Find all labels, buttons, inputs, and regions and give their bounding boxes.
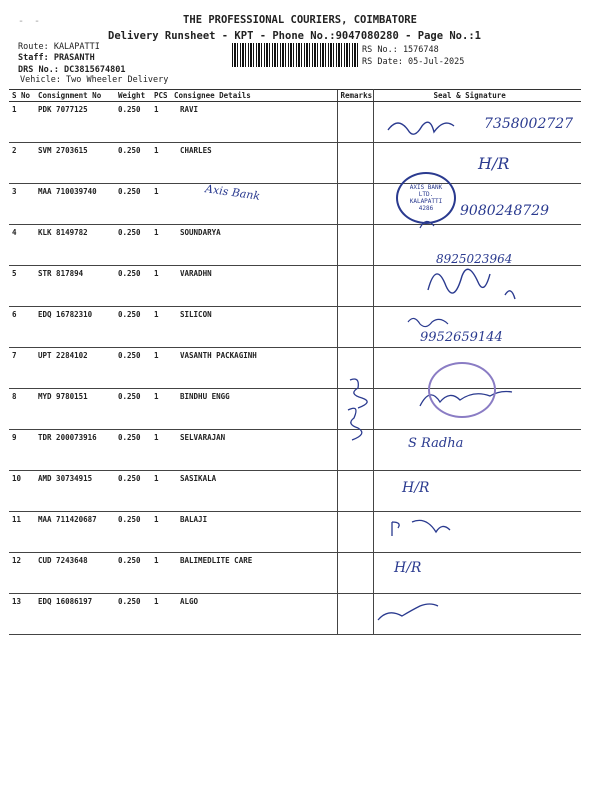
consignee-cell-text: BALIMEDLITE CARE [180, 556, 253, 565]
consignee-cell-text: SILICON [180, 310, 212, 319]
vehicle-label: Vehicle: Two Wheeler Delivery [20, 75, 169, 85]
weight-cell-text: 0.250 [118, 146, 141, 155]
sno-cell-text: 1 [12, 105, 17, 114]
consignee-cell-text: SELVARAJAN [180, 433, 226, 442]
consignment-cell-text: CUD 7243648 [38, 556, 88, 565]
remarks-mark-row8 [348, 408, 362, 440]
consignee-cell-text: VARADHN [180, 269, 212, 278]
sno-cell-text: 6 [12, 310, 17, 319]
weight-cell-text: 0.250 [118, 474, 141, 483]
pcs-cell-text: 1 [154, 433, 159, 442]
weight-cell-text: 0.250 [118, 269, 141, 278]
consignment-cell-text: UPT 2284102 [38, 351, 88, 360]
weight-cell-text: 0.250 [118, 105, 141, 114]
sno-cell-text: 9 [12, 433, 17, 442]
phone-row1: 7358002727 [484, 116, 574, 132]
col-sno: S No [9, 90, 35, 102]
sno-cell-text: 3 [12, 187, 17, 196]
sno-cell-text: 5 [12, 269, 17, 278]
pcs-cell-text: 1 [154, 228, 159, 237]
drs-label: DRS No.: DC3815674801 [18, 65, 126, 75]
weight-cell-text: 0.250 [118, 433, 141, 442]
consignee-cell-text: BINDHU ENGG [180, 392, 230, 401]
pcs-cell-text: 1 [154, 351, 159, 360]
col-consignment: Consignment No [35, 90, 115, 102]
sno-cell-text: 8 [12, 392, 17, 401]
note-row3: Axis Bank [204, 182, 261, 203]
col-remarks: Remarks [337, 90, 373, 102]
weight-cell-text: 0.250 [118, 556, 141, 565]
pcs-cell-text: 1 [154, 187, 159, 196]
seal-row8 [428, 362, 496, 418]
sno-cell-text: 7 [12, 351, 17, 360]
col-weight: Weight [115, 90, 151, 102]
remarks-mark-row7 [350, 379, 367, 408]
sno-cell-text: 12 [12, 556, 22, 565]
consignee-cell-text: CHARLES [180, 146, 212, 155]
signature-row11 [392, 520, 450, 536]
rs-date: RS Date: 05-Jul-2025 [362, 57, 465, 67]
axis-bank-stamp: AXIS BANK LTD. KALAPATTI 4286 [396, 172, 456, 224]
pcs-cell-text: 1 [154, 392, 159, 401]
col-seal: Seal & Signature [373, 90, 581, 102]
pcs-cell-text: 1 [154, 105, 159, 114]
sno-cell-text: 2 [12, 146, 17, 155]
consignment-cell-text: TDR 200073916 [38, 433, 97, 442]
weight-cell-text: 0.250 [118, 392, 141, 401]
phone-row3: 9080248729 [460, 203, 550, 219]
signature-row1 [388, 122, 454, 134]
weight-cell-text: 0.250 [118, 310, 141, 319]
consignee-cell-text: BALAJI [180, 515, 208, 524]
col-consignee: Consignee Details [171, 90, 337, 102]
sno-cell-text: 13 [12, 597, 22, 606]
col-pcs: PCS [151, 90, 171, 102]
consignee-cell-text: VASANTH PACKAGINH [180, 351, 257, 360]
consignee-cell-text: SASIKALA [180, 474, 217, 483]
weight-cell-text: 0.250 [118, 597, 141, 606]
consignee-cell-text: ALGO [180, 597, 199, 606]
pcs-cell-text: 1 [154, 310, 159, 319]
weight-cell-text: 0.250 [118, 187, 141, 196]
pcs-cell-text: 1 [154, 146, 159, 155]
signature-row13 [378, 604, 438, 620]
signature-row6 [408, 318, 448, 326]
weight-cell-text: 0.250 [118, 515, 141, 524]
rs-number: RS No.: 1576748 [362, 45, 439, 55]
consignment-cell-text: MAA 710039740 [38, 187, 97, 196]
consignment-cell-text: STR 817894 [38, 269, 84, 278]
consignee-cell-text: SOUNDARYA [180, 228, 221, 237]
sno-cell-text: 4 [12, 228, 17, 237]
hr-row12: H/R [394, 560, 422, 576]
route-label: Route: KALAPATTI [18, 42, 100, 52]
signature-row5 [428, 269, 515, 299]
pcs-cell-text: 1 [154, 597, 159, 606]
consignment-cell-text: MYD 9780151 [38, 392, 88, 401]
staff-label: Staff: PRASANTH [18, 53, 95, 63]
weight-cell-text: 0.250 [118, 228, 141, 237]
pcs-cell-text: 1 [154, 556, 159, 565]
company-title: THE PROFESSIONAL COURIERS, COIMBATORE [183, 14, 417, 26]
sno-cell-text: 10 [12, 474, 22, 483]
consignee-cell-text: RAVI [180, 105, 199, 114]
consignment-cell-text: SVM 2703615 [38, 146, 88, 155]
phone-row4: 8925023964 [436, 252, 513, 266]
weight-cell-text: 0.250 [118, 351, 141, 360]
hr-row10: H/R [402, 480, 430, 496]
consignment-cell-text: EDQ 16782310 [38, 310, 93, 319]
consignment-cell-text: AMD 30734915 [38, 474, 93, 483]
phone-row6: 9952659144 [420, 330, 503, 345]
sno-cell-text: 11 [12, 515, 22, 524]
pcs-cell-text: 1 [154, 269, 159, 278]
consignment-cell-text: EDQ 16086197 [38, 597, 93, 606]
runsheet-subtitle: Delivery Runsheet - KPT - Phone No.:9047080280 - Page No.:1 [108, 30, 481, 42]
pcs-cell-text: 1 [154, 515, 159, 524]
signature-row9: S Radha [408, 436, 464, 451]
pcs-cell-text: 1 [154, 474, 159, 483]
consignment-cell-text: KLK 8149782 [38, 228, 88, 237]
consignment-cell-text: PDK 7077125 [38, 105, 88, 114]
consignment-cell-text: MAA 711420687 [38, 515, 97, 524]
scan-mark: - - [18, 16, 43, 27]
hr-row2: H/R [478, 154, 510, 173]
